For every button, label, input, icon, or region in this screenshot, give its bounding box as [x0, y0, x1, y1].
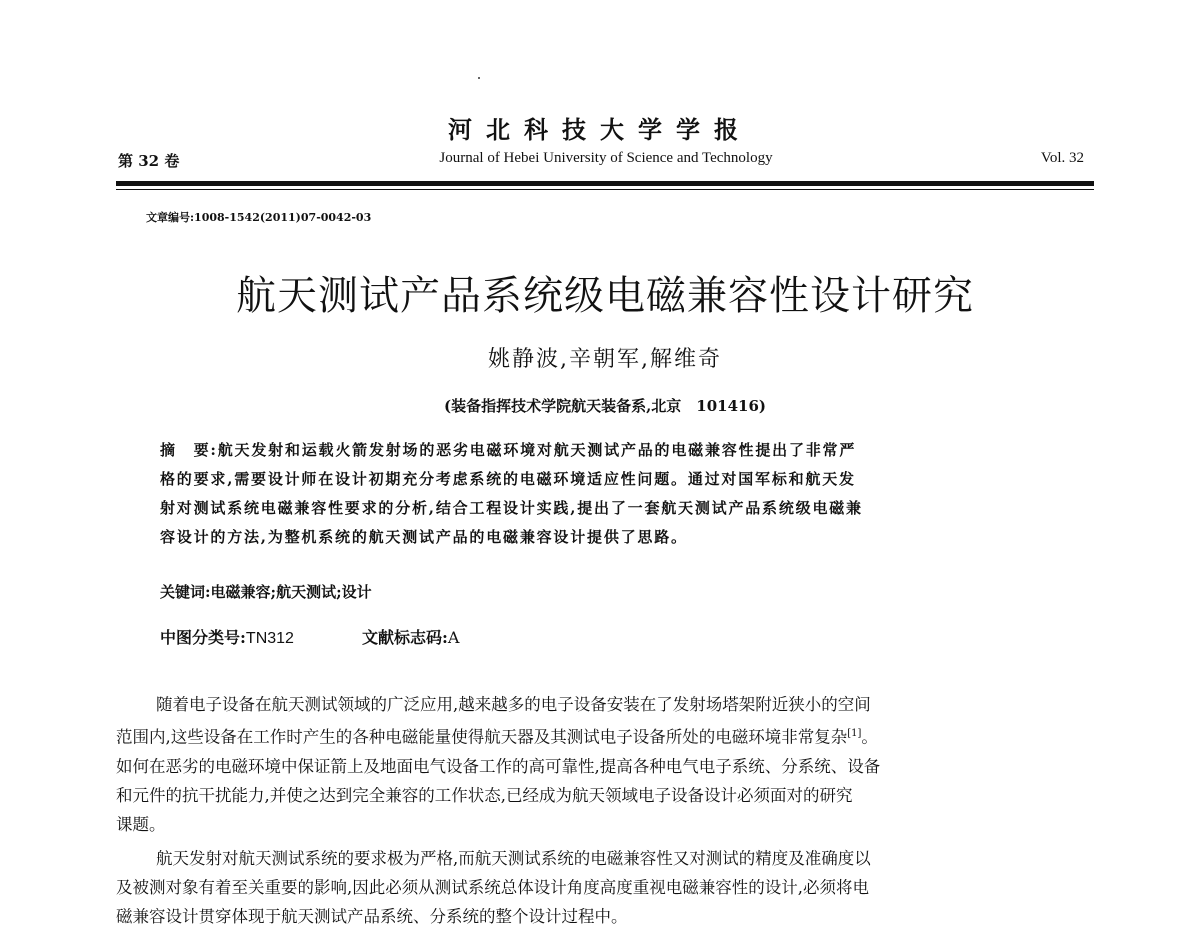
paragraph-1-line: 范围内,这些设备在工作时产生的各种电磁能量使得航天器及其测试电子设备所处的电磁环境非常复杂[1]。: [116, 727, 878, 747]
affiliation: (装备指挥技术学院航天装备系,北京 101416): [443, 397, 767, 415]
journal-title-cn: 河北科技大学学报: [448, 115, 752, 144]
paragraph-1-line: 和元件的抗干扰能力,并使之达到完全兼容的工作状态,已经成为航天领域电子设备设计必须面对的研究: [116, 785, 853, 805]
paper-title: 航天测试产品系统级电磁兼容性设计研究: [236, 273, 974, 319]
paragraph-2: [116, 844, 1094, 931]
paragraph-1-line: 如何在恶劣的电磁环境中保证箭上及地面电气设备工作的高可靠性,提高各种电气电子系统、分系统、设备: [116, 756, 881, 776]
clc-value: TN312: [245, 630, 294, 647]
abstract-line-4: 容设计的方法,为整机系统的航天测试产品的电磁兼容设计提供了思路。: [160, 528, 688, 546]
paragraph-2-line: 航天发射对航天测试系统的要求极为严格,而航天测试系统的电磁兼容性又对测试的精度及准确度以: [156, 848, 871, 868]
abstract-label: 摘 要:: [160, 441, 218, 459]
article-number: 文章编号:1008-1542(2011)07-0042-03: [146, 211, 372, 224]
paragraph-1: [116, 690, 1094, 839]
authors: 姚静波,辛朝军,解维奇: [488, 347, 722, 372]
scan-speck: [478, 77, 480, 79]
paragraph-1-line: 课题。: [116, 814, 166, 834]
volume-en: Vol. 32: [1040, 150, 1084, 166]
body-text: [116, 690, 1094, 936]
keywords-label: 关键词:: [160, 583, 211, 601]
keywords-text: 电磁兼容;航天测试;设计: [210, 583, 372, 601]
doc-code-label: 文献标志码:: [361, 628, 448, 647]
volume-cn: 第 32 卷: [118, 152, 180, 170]
paragraph-1-line: 随着电子设备在航天测试领域的广泛应用,越来越多的电子设备安装在了发射场塔架附近狭小的空间: [156, 695, 871, 714]
paragraph-2-line: 磁兼容设计贯穿体现于航天测试产品系统、分系统的整个设计过程中。: [116, 906, 628, 926]
paragraph-2-line: 及被测对象有着至关重要的影响,因此必须从测试系统总体设计角度高度重视电磁兼容性的设计,必须将电: [116, 877, 869, 897]
clc-label: 中图分类号:: [160, 628, 246, 647]
header-rule-thin: [116, 189, 1094, 190]
classification: [160, 625, 459, 648]
keywords: [160, 581, 372, 602]
journal-title-en: Journal of Hebei University of Science and Technology: [439, 150, 773, 166]
abstract-line-2: 格的要求,需要设计师在设计初期充分考虑系统的电磁环境适应性问题。通过对国军标和航天发: [160, 470, 856, 488]
abstract: [160, 436, 1090, 552]
doc-code-value: A: [447, 628, 460, 647]
abstract-line-1: 摘 要:航天发射和运载火箭发射场的恶劣电磁环境对航天测试产品的电磁兼容性提出了非常严: [160, 441, 857, 459]
citation-ref: [1]: [847, 728, 862, 739]
abstract-line-3: 射对测试系统电磁兼容性要求的分析,结合工程设计实践,提出了一套航天测试产品系统级电磁兼: [160, 499, 863, 517]
header-rule-thick: [116, 181, 1094, 186]
